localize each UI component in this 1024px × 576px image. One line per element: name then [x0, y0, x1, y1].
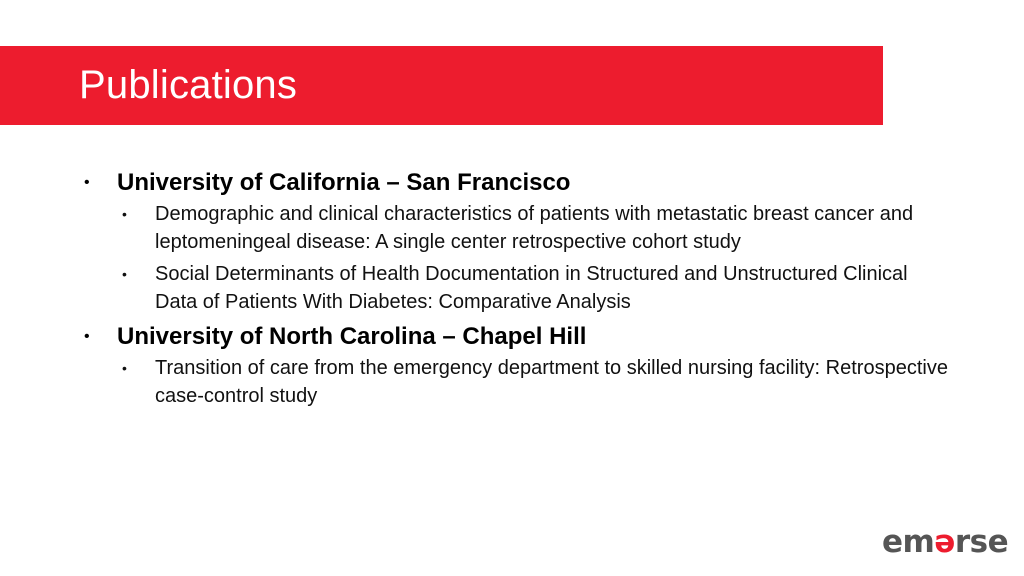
logo-text-suffix: rse — [954, 524, 1009, 560]
page-title: Publications — [79, 63, 298, 107]
title-bar — [0, 46, 883, 125]
publication-item — [122, 200, 954, 256]
publication-items — [122, 354, 954, 410]
institution-heading — [84, 320, 954, 354]
publication-item — [122, 354, 954, 410]
publication-title: Transition of care from the emergency department to skilled nursing facility: Retrospective case-control study — [155, 357, 948, 407]
publication-group — [84, 166, 954, 316]
logo-text-accent: ǝ — [934, 524, 955, 560]
publication-title: Demographic and clinical characteristics of patients with metastatic breast cancer and leptomeningeal disease: A single center retrospective cohort study — [155, 203, 914, 253]
institution-name: University of California – San Francisco — [117, 169, 571, 196]
institution-heading — [84, 166, 954, 200]
publication-list — [84, 166, 954, 414]
bullet-icon: • — [122, 266, 127, 282]
bullet-icon: • — [122, 360, 127, 376]
bullet-icon: • — [84, 328, 90, 345]
institution-name: University of North Carolina – Chapel Hill — [117, 323, 587, 350]
publication-title: Social Determinants of Health Documentation in Structured and Unstructured Clinical Data of Patients With Diabetes: Comparative Analysis — [155, 263, 908, 313]
publication-items — [122, 200, 954, 316]
logo-text-prefix: em — [882, 524, 935, 560]
bullet-icon: • — [84, 174, 90, 191]
bullet-icon: • — [122, 206, 127, 222]
publication-group — [84, 320, 954, 410]
emerse-logo — [882, 524, 1009, 560]
publication-item — [122, 260, 954, 316]
